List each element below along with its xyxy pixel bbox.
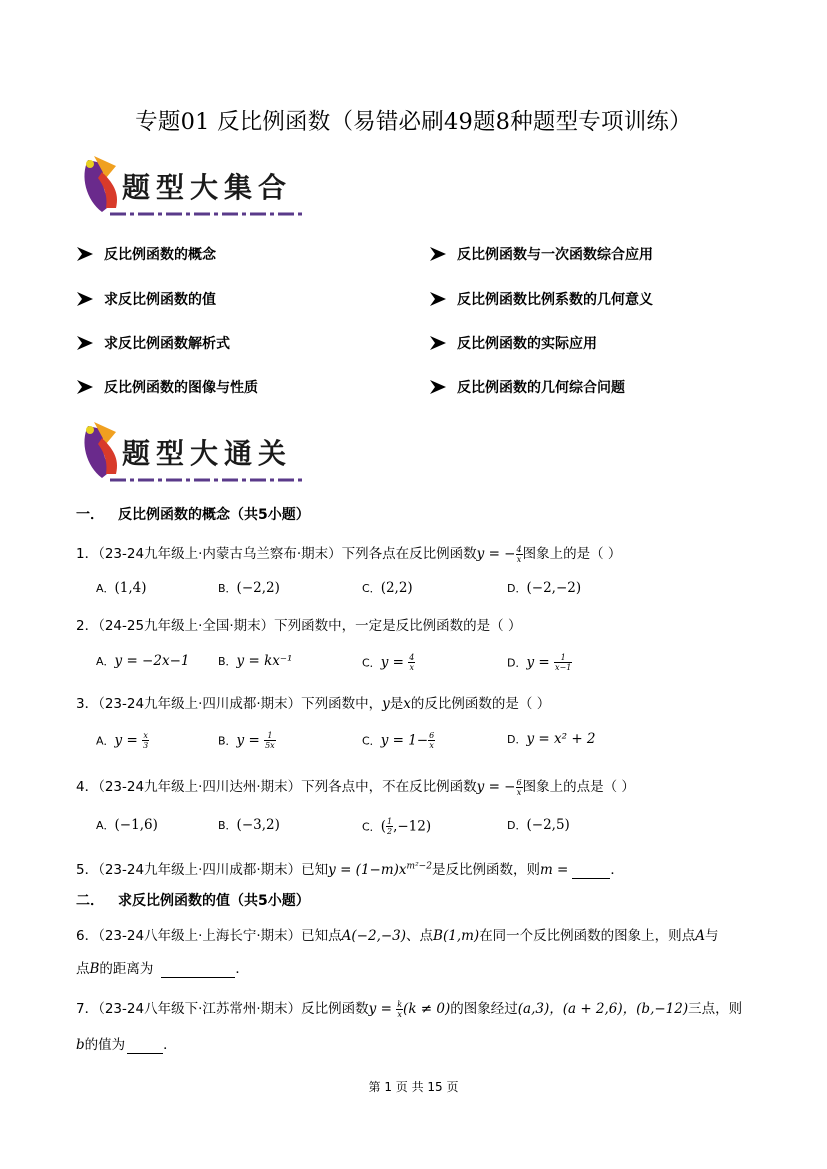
question-text: 是反比例函数，则 (431, 862, 540, 878)
toc-label: 求反比例函数解析式 (104, 336, 230, 352)
section-heading (76, 890, 310, 910)
option-key: C． (362, 820, 381, 834)
math-expression: y = (368, 1001, 397, 1017)
toc-item[interactable] (429, 333, 597, 353)
option-value: (−2,−2) (526, 580, 582, 596)
question-text: 的距离为 (99, 961, 154, 977)
question-text: 4．（23-24九年级上·四川达州·期末）下列各点中，不在反比例函数 (76, 779, 477, 795)
option-value: y = (526, 654, 555, 671)
option-a[interactable] (96, 580, 147, 596)
question-4 (76, 775, 635, 797)
toc-label: 反比例函数的概念 (104, 247, 216, 263)
page-footer: 第 1 页 共 15 页 (368, 1080, 459, 1094)
math-variable: x (403, 696, 411, 712)
fraction-denominator: x (516, 787, 522, 797)
option-c[interactable] (362, 580, 413, 596)
option-key: B． (218, 582, 237, 595)
arrow-icon (429, 335, 447, 351)
question-text: 在同一个反比例函数的图象上，则点 (479, 928, 696, 944)
option-value: y = (380, 654, 409, 671)
option-value: (−1,6) (114, 817, 158, 833)
option-value: (1,4) (114, 580, 147, 596)
option-key: A． (96, 582, 115, 595)
arrow-icon (76, 379, 94, 395)
option-d[interactable] (507, 653, 572, 672)
fraction-numerator: 1 (386, 817, 393, 826)
question-text: 点 (76, 961, 90, 977)
option-c[interactable] (362, 731, 435, 750)
fraction-denominator: x−1 (555, 663, 572, 672)
arrow-icon (76, 246, 94, 262)
option-value: y = (114, 732, 143, 749)
math-variable: y (382, 696, 390, 712)
option-d[interactable] (507, 580, 581, 596)
option-value: y = x² + 2 (526, 731, 596, 747)
question-text: 、点 (406, 928, 434, 944)
option-key: C． (362, 582, 381, 595)
question-1 (76, 542, 621, 564)
option-key: D． (507, 819, 527, 832)
question-text: 的反比例函数的是（ ） (410, 696, 551, 712)
fraction-denominator: x (409, 663, 415, 672)
math-expression: y = (1−m)x (328, 862, 407, 878)
question-text: ． (163, 1037, 177, 1053)
option-value: (−2,5) (526, 817, 570, 833)
fraction (554, 653, 572, 672)
option-key: A． (96, 655, 115, 668)
math-expression: (a,3)，(a + 2,6)，(b,−12) (517, 1001, 689, 1017)
toc-label: 反比例函数的实际应用 (457, 336, 597, 352)
option-value: (−2,2) (236, 580, 280, 596)
question-text: 5．（23-24九年级上·四川成都·期末）已知 (76, 862, 329, 878)
option-key: A． (96, 819, 115, 832)
fraction-numerator: 6 (429, 731, 435, 740)
fraction-denominator: x (516, 554, 522, 564)
option-value: (2,2) (380, 580, 413, 596)
banner-title: 题型大通关 (122, 437, 293, 470)
toc-label: 求反比例函数的值 (104, 292, 216, 308)
question-text: 是 (389, 696, 404, 712)
fraction-denominator: x (397, 1009, 402, 1019)
option-c[interactable] (362, 817, 431, 836)
fraction (386, 817, 393, 836)
question-text: ． (235, 961, 249, 977)
fraction-numerator: 1 (554, 653, 572, 663)
option-a[interactable] (96, 817, 158, 833)
option-d[interactable] (507, 817, 570, 833)
math-exponent: m²−2 (406, 861, 432, 872)
arrow-icon (429, 291, 447, 307)
toc-label: 反比例函数比例系数的几何意义 (457, 292, 653, 308)
toc-item[interactable] (429, 244, 653, 264)
toc-label: 反比例函数的图像与性质 (104, 380, 258, 396)
fraction (264, 731, 276, 750)
option-key: C． (362, 734, 381, 748)
banner-question-pass (76, 418, 308, 486)
answer-blank[interactable] (127, 1037, 163, 1054)
question-text: 与 (704, 928, 719, 944)
question-7-line-2 (76, 1033, 177, 1054)
toc-item[interactable] (429, 289, 653, 309)
math-variable: A (695, 928, 705, 944)
toc-item[interactable] (76, 289, 216, 309)
math-expression: m = (539, 862, 569, 878)
option-b[interactable] (218, 731, 276, 750)
fraction (516, 545, 523, 564)
option-key: D． (507, 656, 527, 670)
toc-item[interactable] (76, 333, 230, 353)
option-key: D． (507, 582, 527, 595)
section-number: 一． (76, 507, 104, 523)
question-7 (76, 997, 742, 1019)
question-text: 6．（23-24八年级上·上海长宁·期末）已知点 (76, 928, 342, 944)
fraction-numerator: 4 (409, 653, 415, 662)
fraction (516, 778, 523, 797)
section-heading (76, 504, 310, 524)
question-text: 三点，则 (688, 1001, 743, 1017)
fraction (428, 731, 435, 750)
toc-item[interactable] (76, 244, 216, 264)
question-text: 的值为 (84, 1037, 126, 1053)
arrow-icon (429, 246, 447, 262)
math-expression: y = − (476, 546, 516, 562)
answer-blank[interactable] (161, 961, 235, 978)
option-a[interactable] (96, 731, 149, 750)
math-expression: A(−2,−3) (341, 928, 407, 944)
section-title: 反比例函数的概念（共5小题） (118, 507, 310, 523)
option-value-tail: ,−12) (393, 818, 432, 835)
math-expression: y = − (476, 779, 516, 795)
math-variable: B (89, 961, 100, 977)
question-3 (76, 692, 550, 712)
fraction-denominator: x (429, 741, 434, 750)
question-text: 图象上的是（ ） (522, 546, 622, 562)
document-title: 专题01 反比例函数（易错必刷49题8种题型专项训练） (135, 109, 692, 135)
option-value: y = (236, 732, 265, 749)
option-key: D． (507, 733, 527, 746)
fraction-denominator: 5x (265, 741, 275, 750)
answer-blank[interactable] (572, 862, 610, 879)
banner-title: 题型大集合 (122, 171, 293, 204)
fraction-numerator: 1 (264, 731, 276, 741)
arrow-icon (429, 379, 447, 395)
question-6 (76, 924, 718, 944)
fraction-denominator: 2 (386, 827, 393, 836)
section-title: 求反比例函数的值（共5小题） (118, 893, 310, 909)
fraction (408, 653, 415, 672)
question-text: 1．（23-24九年级上·内蒙古乌兰察布·期末）下列各点在反比例函数 (76, 546, 477, 562)
question-text: 3．（23-24九年级上·四川成都·期末）下列函数中， (76, 696, 383, 712)
question-2: 2．（24-25九年级上·全国·期末）下列函数中，一定是反比例函数的是（ ） (76, 618, 522, 634)
math-expression: B(1,m) (433, 928, 480, 944)
question-6-line-2 (76, 957, 249, 978)
section-number: 二． (76, 893, 104, 909)
fraction-denominator: 3 (143, 741, 149, 750)
option-key: A． (96, 734, 115, 748)
option-d[interactable] (507, 731, 596, 747)
question-text: 7．（23-24八年级下·江苏常州·期末）反比例函数 (76, 1001, 369, 1017)
option-key: B． (218, 819, 237, 832)
question-text: 图象上的点是（ ） (522, 779, 635, 795)
fraction-numerator: 6 (516, 777, 522, 787)
fraction-numerator: k (397, 999, 403, 1009)
arrow-icon (76, 335, 94, 351)
banner-question-types (76, 152, 308, 220)
question-5 (76, 858, 624, 879)
math-expression: (k ≠ 0) (403, 1001, 451, 1017)
option-value: y = kx⁻¹ (236, 653, 293, 669)
option-c[interactable] (362, 653, 415, 672)
toc-item[interactable] (429, 377, 625, 397)
toc-label: 反比例函数与一次函数综合应用 (457, 247, 653, 263)
math-variable: b (76, 1037, 85, 1053)
option-value: ( (380, 818, 386, 835)
fraction-numerator: 4 (516, 544, 522, 554)
option-key: C． (362, 656, 381, 670)
question-text: ． (610, 862, 624, 878)
option-value: (−3,2) (236, 817, 280, 833)
option-b[interactable] (218, 817, 280, 833)
toc-label: 反比例函数的几何综合问题 (457, 380, 625, 396)
option-value: y = −2x−1 (114, 653, 190, 669)
option-value: y = 1− (380, 732, 429, 749)
option-a[interactable] (96, 653, 189, 669)
arrow-icon (76, 291, 94, 307)
option-b[interactable] (218, 580, 280, 596)
toc-item[interactable] (76, 377, 258, 397)
option-b[interactable] (218, 653, 292, 669)
option-key: B． (218, 734, 237, 748)
fraction (142, 731, 149, 750)
fraction-numerator: x (143, 731, 148, 740)
option-key: B． (218, 655, 237, 668)
question-text: 的图象经过 (450, 1001, 518, 1017)
